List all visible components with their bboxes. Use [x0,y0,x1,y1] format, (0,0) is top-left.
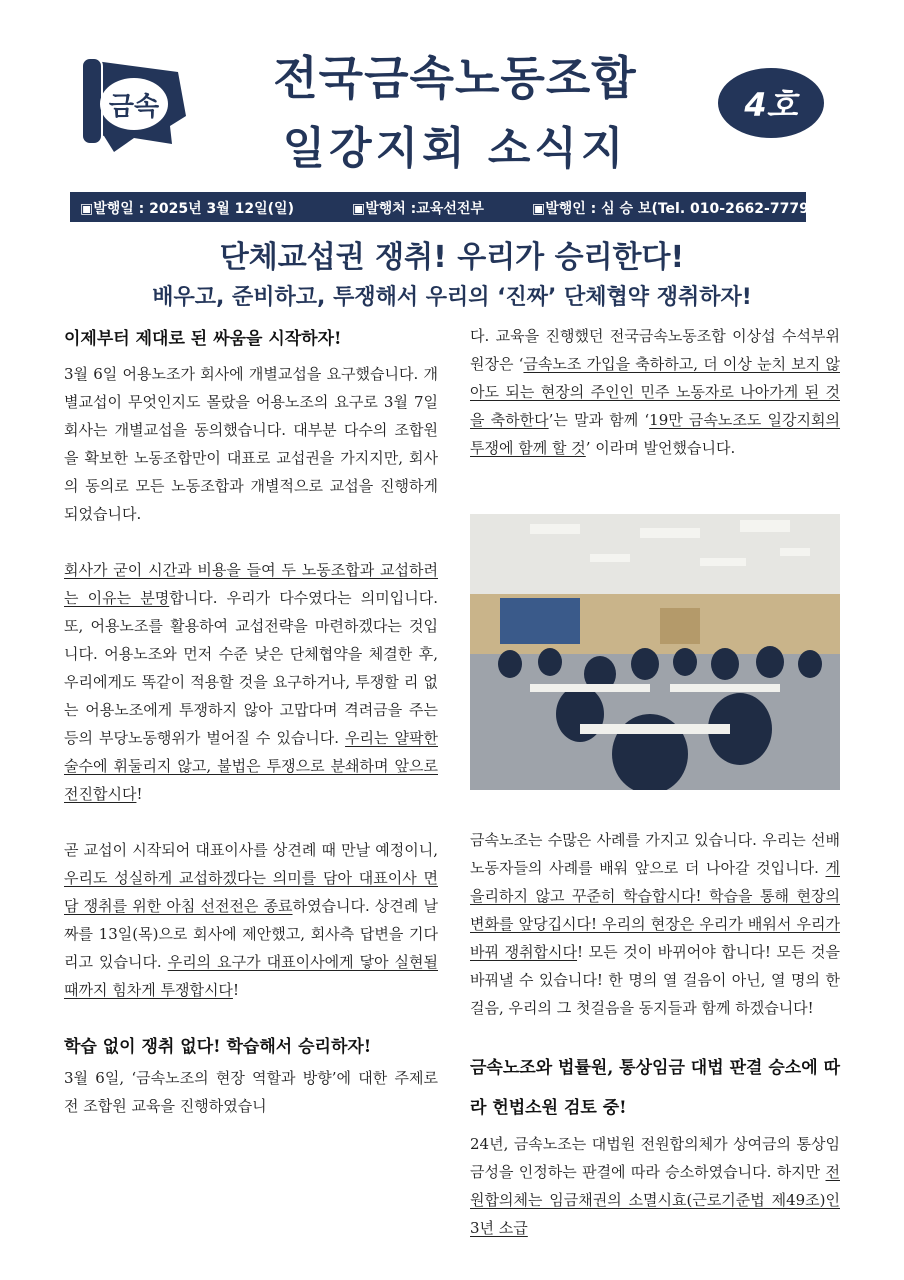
issuer: ▣발행인 : 심 승 보(Tel. 010-2662-7779) [532,201,816,217]
union-logo [74,52,192,156]
headline: 단체교섭권 쟁취! 우리가 승리한다! [219,240,685,275]
paragraph: 3월 6일 어용노조가 회사에 개별교섭을 요구했습니다. 개별교섭이 무엇인지도 몰랐을 어용노조의 요구로 3월 7일 회사는 개별교섭을 동의했습니다. 대부분 다수의 조합원을 확보한 노동조합만이 대표로 교섭권을 가지지만, 회사의 동의로 모든 노동조합과 개별적으로 교섭을 진행하게 되었습니다. [64,365,438,523]
issue-date: ▣발행일 : 2025년 3월 12일(일) [80,201,294,217]
issue-badge: 4호 [718,68,824,138]
subheadline: 배우고, 준비하고, 투쟁해서 우리의 ‘진짜’ 단체협약 쟁취하자! [152,285,752,310]
right-column-bottom [470,826,840,1242]
paragraph: 회사가 굳이 시간과 비용을 들여 두 노동조합과 교섭하려는 이유는 분명합니다. 우리가 다수였다는 의미입니다. 또, 어용노조를 활용하여 교섭전략을 마련하겠다는 것입니다. 어용노조와 먼저 수준 낮은 단체협약을 체결한 후, 우리에게도 똑같이 적용할 것을 요구하거나, 투쟁할 리 없는 어용노조에게 투쟁하지 않아 고맙다며 격려금을 주는 등의 부당노동행위가 벌어질 수 있습니다. 우리는 얄팍한 술수에 휘둘리지 않고, 불법은 투쟁으로 분쇄하며 앞으로 전진합시다! [64,561,438,803]
section-heading: 금속노조와 법률원, 통상임금 대법 판결 승소에 따라 헌법소원 검토 중! [470,1058,840,1118]
lecture-hall-image [470,514,840,790]
paragraph: 곧 교섭이 시작되어 대표이사를 상견례 때 만날 예정이니, 우리도 성실하게 교섭하겠다는 의미를 담아 대표이사 면담 쟁취를 위한 아침 선전전은 종료하였습니다. 상견례 날짜를 13일(목)으로 회사에 제안했고, 회사측 답변을 기다리고 있습니다. 우리의 요구가 대표이사에게 닿아 실현될 때까지 힘차게 투쟁합시다! [64,841,439,999]
paragraph: 24년, 금속노조는 대법원 전원합의체가 상여금의 통상임금성을 인정하는 판결에 따라 승소하였습니다. 하지만 전원합의체는 임금채권의 소멸시효(근로기준법 제49조)인 3년 소급 [470,1135,840,1237]
section-heading: 학습 없이 쟁취 없다! 학습해서 승리하자! [64,1037,372,1057]
paragraph: 금속노조는 수많은 사례를 가지고 있습니다. 우리는 선배 노동자들의 사례를 배워 앞으로 더 나아갈 것입니다. 게을리하지 않고 꾸준히 학습합시다! 학습을 통해 현장의 변화를 앞당깁시다! 우리의 현장은 우리가 배워서 우리가 바꿔 쟁취합시다! 모든 것이 바뀌어야 합니다! 모든 것을 바꿔낼 수 있습니다! 한 명의 열 걸음이 아닌, 열 명의 한 걸음, 우리의 그 첫걸음을 동지들과 함께 하겠습니다! [470,831,841,1017]
right-column-top [470,322,840,462]
masthead-subtitle: 일강지회 소식지 [282,123,628,174]
education-session-photo [470,514,840,790]
masthead-title: 전국금속노동조합 [273,51,637,105]
info-bar [70,192,816,222]
left-column [64,322,438,1120]
paragraph: 3월 6일, ‘금속노조의 현장 역할과 방향’에 대한 주제로 전 조합원 교육을 진행하였습니 [64,1069,438,1115]
logo-text: 금속 [108,92,160,122]
section-heading: 이제부터 제대로 된 싸움을 시작하자! [64,329,342,349]
publisher: ▣발행처 :교육선전부 [352,201,484,217]
paragraph: 다. 교육을 진행했던 전국금속노동조합 이상섭 수석부위원장은 ‘금속노조 가입을 축하하고, 더 이상 눈치 보지 않아도 되는 현장의 주인인 민주 노동자로 나아가게 된 것을 축하한다’는 말과 함께 ‘19만 금속노조도 일강지회의 투쟁에 함께 할 것’ 이라며 발언했습니다. [470,327,841,457]
